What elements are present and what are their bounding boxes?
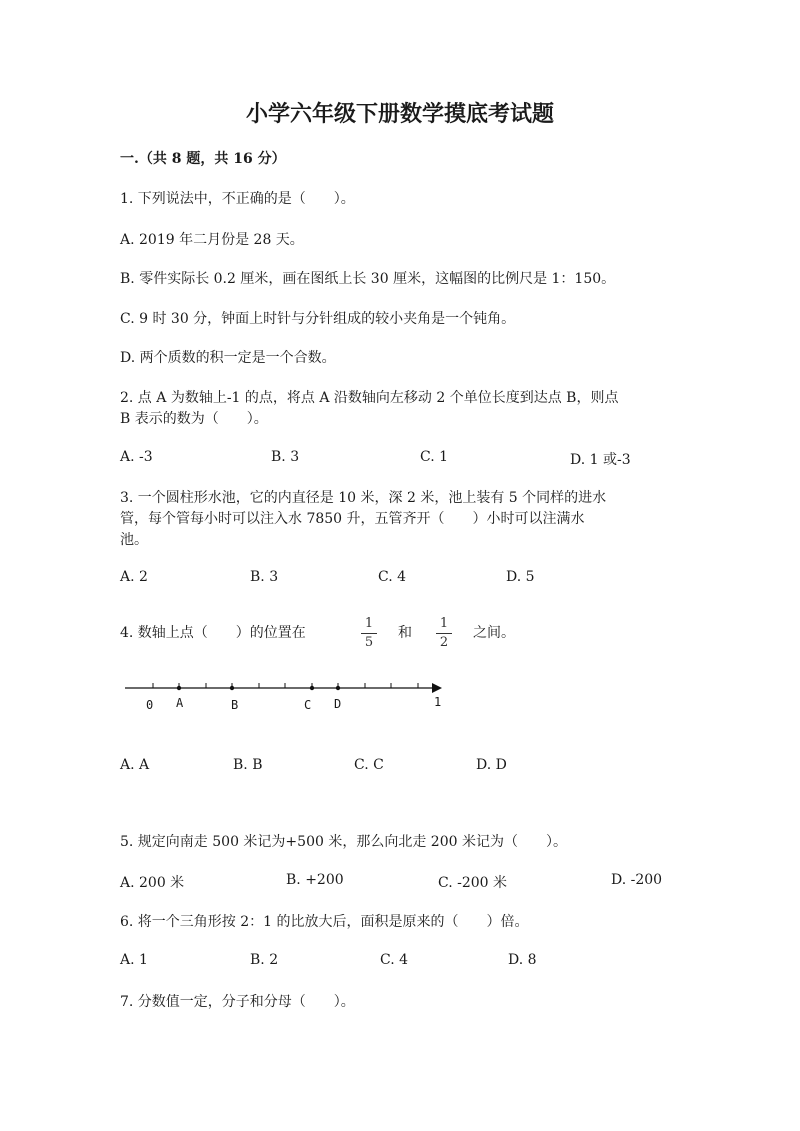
question-2-stem-line-2: B 表示的数为（ ）。 [120,411,268,427]
question-1-option-b: B. 零件实际长 0.2 厘米，画在图纸上长 30 厘米，这幅图的比例尺是 1：150。 [120,271,616,287]
question-6-option-a: A. 1 [120,952,148,968]
question-4-stem-end: 之间。 [473,625,515,641]
fraction-denominator: 5 [364,635,374,650]
point-c-marker [310,686,314,690]
question-6-option-c: C. 4 [380,952,409,968]
question-3-stem-line-3: 池。 [120,532,148,548]
number-line-label-c: C [304,698,312,712]
question-3-stem-line-1: 3. 一个圆柱形水池，它的内直径是 10 米，深 2 米，池上装有 5 个同样的进水 [120,490,607,506]
question-7-stem: 7. 分数值一定，分子和分母（ ）。 [120,994,355,1010]
question-3-stem-line-2: 管，每个管每小时可以注入水 7850 升，五管齐开（ ）小时可以注满水 [120,511,585,527]
question-4-option-a: A. A [120,757,150,773]
question-5-option-b: B. +200 [286,872,344,888]
fraction-one-half [436,617,452,650]
number-line-ticks [153,683,418,688]
point-b-marker [230,686,234,690]
question-5-stem: 5. 规定向南走 500 米记为+500 米，那么向北走 200 米记为（ ）。 [120,834,567,850]
question-5-option-c: C. -200 米 [438,875,508,891]
fraction-denominator: 2 [439,635,449,650]
question-4-option-c: C. C [354,757,384,773]
fraction-bar [436,633,452,634]
question-2-stem-line-1: 2. 点 A 为数轴上-1 的点，将点 A 沿数轴向左移动 2 个单位长度到达点 B，则点 [120,390,619,406]
fraction-one-fifth [361,617,377,650]
number-line [120,676,450,696]
question-4-option-b: B. B [233,757,263,773]
number-line-arrow [432,683,442,693]
question-3-option-c: C. 4 [378,569,407,585]
question-2-option-d: D. 1 或-3 [570,452,631,468]
question-2-option-a: A. -3 [120,449,153,465]
question-6-option-b: B. 2 [250,952,279,968]
point-d-marker [336,686,340,690]
question-2-option-b: B. 3 [271,449,300,465]
question-1-option-d: D. 两个质数的积一定是一个合数。 [120,350,336,366]
number-line-label-a: A [176,696,184,710]
question-4-option-d: D. D [476,757,507,773]
question-4-stem-and: 和 [398,625,412,641]
question-3-option-a: A. 2 [120,569,148,585]
point-a-marker [177,686,181,690]
fraction-bar [361,633,377,634]
fraction-numerator: 1 [364,616,374,631]
question-2-option-c: C. 1 [420,449,449,465]
question-3-option-b: B. 3 [250,569,279,585]
question-5-option-d: D. -200 [611,872,663,888]
question-3-option-d: D. 5 [506,569,535,585]
question-6-stem: 6. 将一个三角形按 2：1 的比放大后，面积是原来的（ ）倍。 [120,914,529,930]
number-line-label-one: 1 [434,695,442,709]
question-5-option-a: A. 200 米 [120,875,185,891]
fraction-numerator: 1 [439,616,449,631]
page-title: 小学六年级下册数学摸底考试题 [245,101,554,127]
section-header: 一.（共 8 题，共 16 分） [120,151,286,167]
number-line-label-zero: 0 [146,698,154,712]
number-line-label-d: D [334,697,342,711]
question-6-option-d: D. 8 [508,952,537,968]
question-1-stem: 1. 下列说法中，不正确的是（ ）。 [120,191,355,207]
question-1-option-a: A. 2019 年二月份是 28 天。 [120,232,304,248]
question-1-option-c: C. 9 时 30 分，钟面上时针与分针组成的较小夹角是一个钝角。 [120,311,516,327]
number-line-label-b: B [231,698,239,712]
question-4-stem-start: 4. 数轴上点（ ）的位置在 [120,625,306,641]
